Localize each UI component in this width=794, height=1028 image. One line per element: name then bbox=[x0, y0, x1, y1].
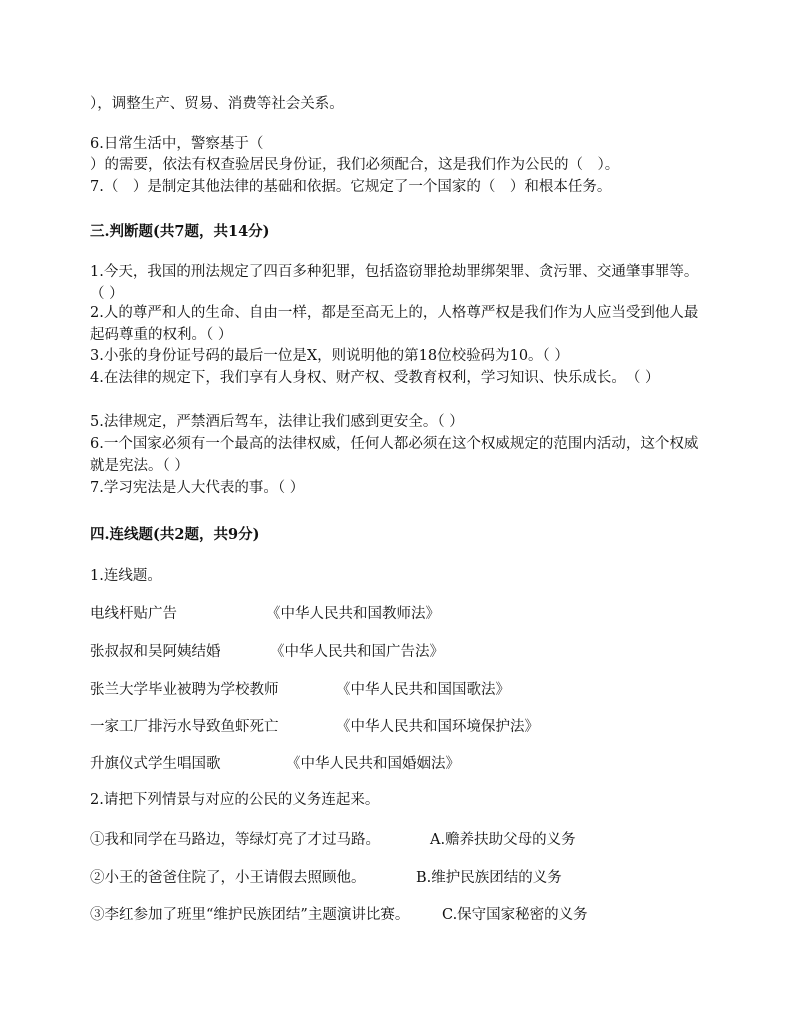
matching-left-item: 升旗仪式学生唱国歌 bbox=[90, 756, 221, 772]
matching-pair bbox=[90, 828, 576, 849]
matching-pair bbox=[90, 752, 460, 773]
matching-pair bbox=[90, 866, 562, 887]
matching-left-item: ①我和同学在马路边，等绿灯亮了才过马路。 bbox=[90, 832, 380, 848]
matching-left-item: 张兰大学毕业被聘为学校教师 bbox=[90, 682, 279, 698]
matching-pair bbox=[90, 602, 440, 623]
matching-right-item: 《中华人民共和国教师法》 bbox=[266, 606, 440, 622]
matching-left-item: 一家工厂排污水导致鱼虾死亡 bbox=[90, 719, 279, 735]
section-4-heading: 四.连线题(共2题，共9分) bbox=[90, 526, 260, 543]
previous-question-continuation: ），调整生产、贸易、消费等社会关系。 bbox=[90, 96, 344, 112]
matching-right-item: 《中华人民共和国环境保护法》 bbox=[336, 719, 539, 735]
matching-right-item: 《中华人民共和国广告法》 bbox=[270, 644, 444, 660]
judge-item-6: 6.一个国家必须有一个最高的法律权威，任何人都必须在这个权威规定的范围内活动，这个权威就是宪法。（ ） bbox=[90, 436, 699, 474]
matching-right-item: 《中华人民共和国国歌法》 bbox=[336, 682, 510, 698]
matching-left-item: 张叔叔和吴阿姨结婚 bbox=[90, 644, 221, 660]
judge-item-2: 2.人的尊严和人的生命、自由一样，都是至高无上的，人格尊严权是我们作为人应当受到他人最起码尊重的权利。（ ） bbox=[90, 305, 699, 343]
section-3-heading: 三.判断题(共7题，共14分) bbox=[90, 223, 270, 240]
judge-item-5: 5.法律规定，严禁酒后驾车，法律让我们感到更安全。（ ） bbox=[90, 414, 464, 430]
judge-item-3: 3.小张的身份证号码的最后一位是X，则说明他的第18位校验码为10。（ ） bbox=[90, 348, 569, 364]
matching-right-item: A.赡养扶助父母的义务 bbox=[430, 832, 576, 848]
matching-pair bbox=[90, 715, 539, 736]
matching-pair bbox=[90, 903, 588, 924]
question-6-line-1: 6.日常生活中，警察基于（ bbox=[90, 136, 264, 152]
question-7: 7.（ ）是制定其他法律的基础和依据。它规定了一个国家的（ ）和根本任务。 bbox=[90, 179, 612, 195]
matching-question-2-title: 2.请把下列情景与对应的公民的义务连起来。 bbox=[90, 792, 380, 808]
judge-item-7: 7.学习宪法是人大代表的事。（ ） bbox=[90, 480, 305, 496]
judge-item-1: 1.今天，我国的刑法规定了四百多种犯罪，包括盗窃罪抢劫罪绑架罪、贪污罪、交通肇事罪等。（ ） bbox=[90, 264, 699, 302]
matching-left-item: 电线杆贴广告 bbox=[90, 606, 177, 622]
matching-left-item: ③李红参加了班里“维护民族团结”主题演讲比赛。 bbox=[90, 907, 410, 923]
matching-right-item: C.保守国家秘密的义务 bbox=[442, 907, 588, 923]
matching-pair bbox=[90, 640, 444, 661]
matching-question-1-title: 1.连线题。 bbox=[90, 568, 162, 584]
matching-pair bbox=[90, 678, 510, 699]
judge-item-4: 4.在法律的规定下，我们享有人身权、财产权、受教育权利，学习知识、快乐成长。 （ ） bbox=[90, 370, 660, 386]
matching-right-item: 《中华人民共和国婚姻法》 bbox=[286, 756, 460, 772]
matching-left-item: ②小王的爸爸住院了，小王请假去照顾他。 bbox=[90, 870, 366, 886]
question-6-line-2: ）的需要，依法有权查验居民身份证，我们必须配合，这是我们作为公民的（ ）。 bbox=[90, 157, 620, 173]
matching-right-item: B.维护民族团结的义务 bbox=[416, 870, 562, 886]
